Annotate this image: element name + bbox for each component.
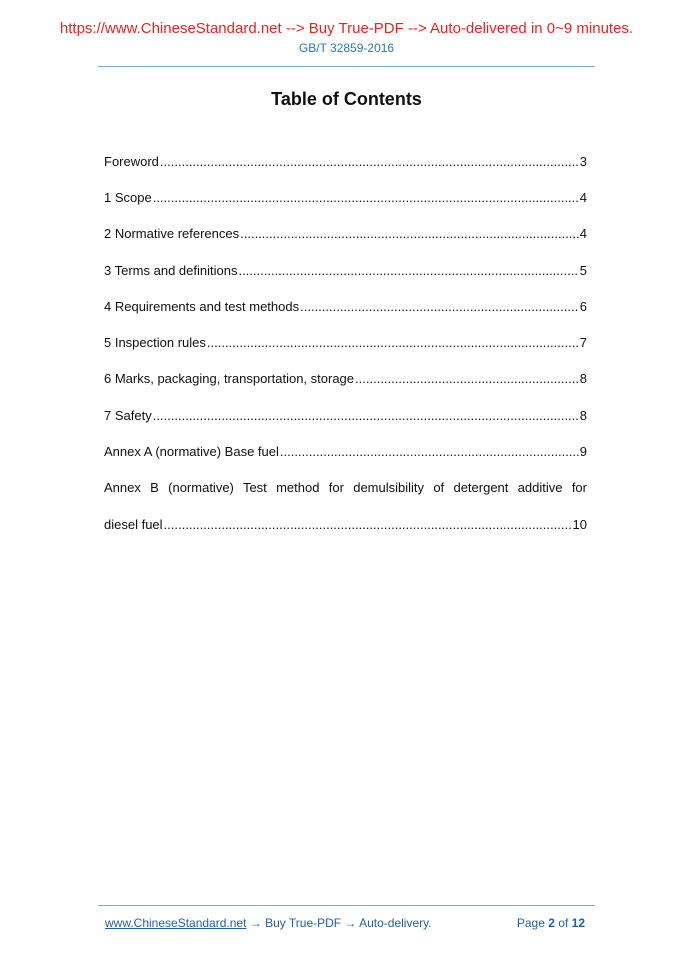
toc-entry-label: 5 Inspection rules (104, 335, 206, 351)
toc-entry-page: 5 (579, 262, 587, 278)
toc-entry-label-line2: diesel fuel (104, 516, 163, 532)
toc-entry-continuation (104, 506, 587, 542)
page-total: 12 (571, 916, 585, 930)
page-label: Page (516, 916, 545, 930)
toc-title: Table of Contents (271, 89, 422, 109)
toc-entry-label: 4 Requirements and test methods (104, 298, 300, 314)
footer-trail: → Buy True-PDF → Auto-delivery. (246, 916, 432, 930)
toc-entry-normative-references[interactable] (104, 216, 587, 252)
toc-entry-label: 7 Safety (104, 407, 152, 423)
toc-entry-label: Foreword (104, 153, 159, 169)
dot-leader (280, 444, 579, 459)
toc-entry-page: 4 (579, 226, 587, 242)
promo-banner[interactable]: https://www.ChineseStandard.net --> Buy True-PDF --> Auto-delivered in 0~9 minutes. (59, 20, 634, 37)
toc-entry-label: 1 Scope (104, 189, 152, 205)
toc-entry-label: 6 Marks, packaging, transportation, storage (104, 371, 355, 387)
page-footer (105, 916, 585, 930)
page-current: 2 (548, 916, 555, 930)
dot-leader (238, 263, 578, 278)
toc-entry-page: 8 (579, 371, 587, 387)
dot-leader (164, 517, 572, 532)
dot-leader (160, 154, 579, 169)
toc-entry-annex-b[interactable] (104, 470, 587, 543)
toc-entry-label: Annex A (normative) Base fuel (104, 444, 279, 460)
toc-entry-page: 6 (579, 298, 587, 314)
dot-leader (240, 226, 579, 241)
toc-entry-page: 10 (572, 516, 587, 532)
page-indicator (517, 916, 585, 930)
toc-entry-marks-packaging[interactable] (104, 361, 587, 397)
toc-entry-page: 7 (579, 335, 587, 351)
toc-entry-page: 8 (579, 407, 587, 423)
dot-leader (355, 371, 579, 386)
table-of-contents (104, 143, 587, 542)
toc-entry-scope[interactable] (104, 179, 587, 215)
toc-entry-label-line1: Annex B (normative) Test method for demulsibility of detergent additive for (104, 479, 587, 495)
header-divider (98, 66, 595, 67)
toc-entry-foreword[interactable] (104, 143, 587, 179)
of-label: of (558, 916, 569, 930)
toc-entry-inspection-rules[interactable] (104, 324, 587, 360)
dot-leader (153, 408, 579, 423)
toc-entry-requirements[interactable] (104, 288, 587, 324)
dot-leader (153, 190, 579, 205)
toc-entry-page: 9 (579, 444, 587, 460)
document-code: GB/T 32859-2016 (298, 41, 395, 55)
toc-entry-page: 4 (579, 189, 587, 205)
toc-entry-page: 3 (579, 153, 587, 169)
toc-entry-label: 2 Normative references (104, 226, 240, 242)
toc-entry-label: 3 Terms and definitions (104, 262, 238, 278)
toc-entry-safety[interactable] (104, 397, 587, 433)
dot-leader (207, 335, 579, 350)
site-link[interactable]: www.ChineseStandard.net (105, 916, 247, 930)
dot-leader (300, 299, 579, 314)
toc-entry-annex-a[interactable] (104, 433, 587, 469)
toc-entry-terms-definitions[interactable] (104, 252, 587, 288)
footer-divider (98, 905, 595, 906)
